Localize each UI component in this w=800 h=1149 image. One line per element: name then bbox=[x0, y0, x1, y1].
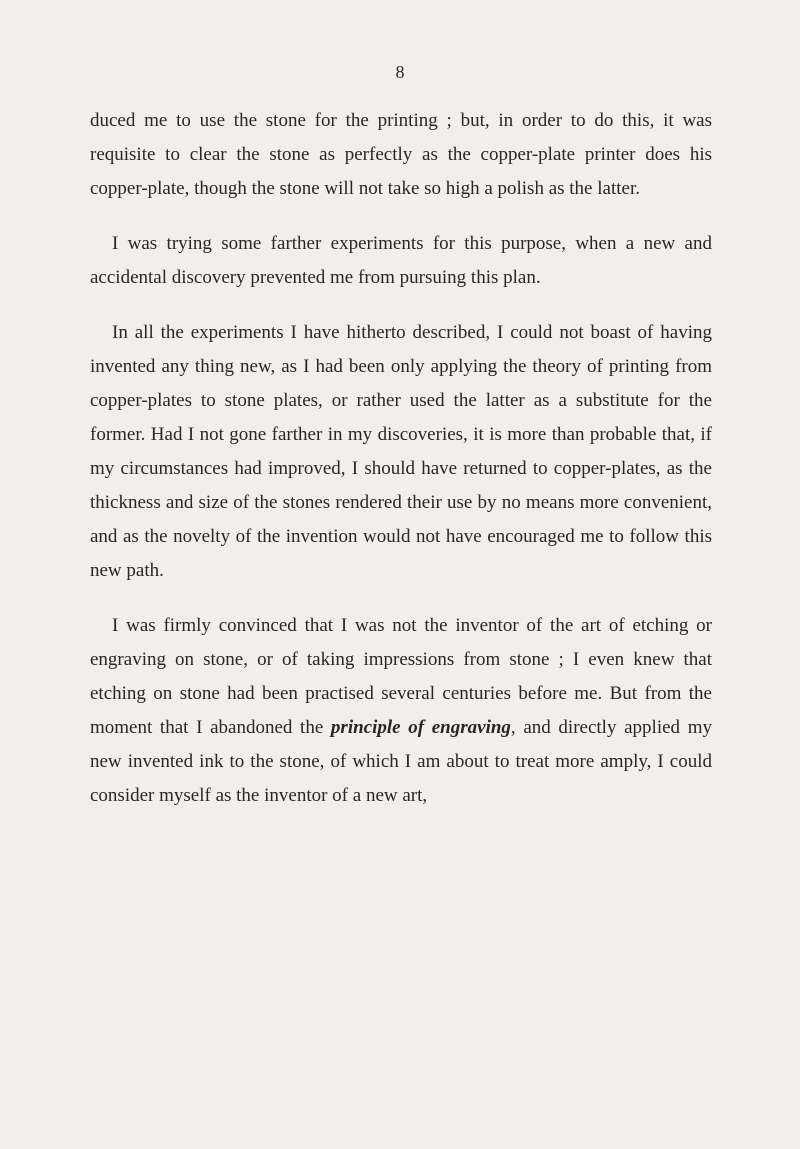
paragraph-3: In all the experiments I have hitherto described, I could not boast of having invented any thing new, as I had been only applying the theory of printing from copper-plates to stone plates, or rather used the latter as a substitute for the former. Had I not gone farther in my discoveries, it is more than probable that, if my circumstances had improved, I should have returned to copper-plates, as the thickness and size of the stones rendered their use by no means more convenient, and as the novelty of the invention would not have encouraged me to follow this new path. bbox=[90, 322, 712, 581]
body-text bbox=[90, 104, 712, 834]
paragraph-4-before: I was firmly convinced that I was not the inventor of the art of etching or engraving on stone, or of taking impressions from stone ; I even knew that etching on stone had been practised several centuries before me. But from the moment that I abandoned the bbox=[90, 615, 712, 738]
paragraph-1: duced me to use the stone for the printing ; but, in order to do this, it was requisite to clear the stone as perfectly as the copper-plate printer does his copper-plate, though the stone will not take so high a polish as the latter. bbox=[90, 110, 712, 199]
paragraph-4 bbox=[90, 609, 712, 813]
paragraph-4-emphasis: principle of engraving bbox=[330, 717, 511, 738]
paragraph-2: I was trying some farther experiments for this purpose, when a new and accidental discovery prevented me from pursuing this plan. bbox=[90, 233, 712, 288]
page-number: 8 bbox=[395, 62, 405, 82]
paragraph-4-after: , and directly applied my new invented ink to the stone, of which I am about to treat more amply, I could consider myself as the inventor of a new art, bbox=[90, 717, 712, 806]
